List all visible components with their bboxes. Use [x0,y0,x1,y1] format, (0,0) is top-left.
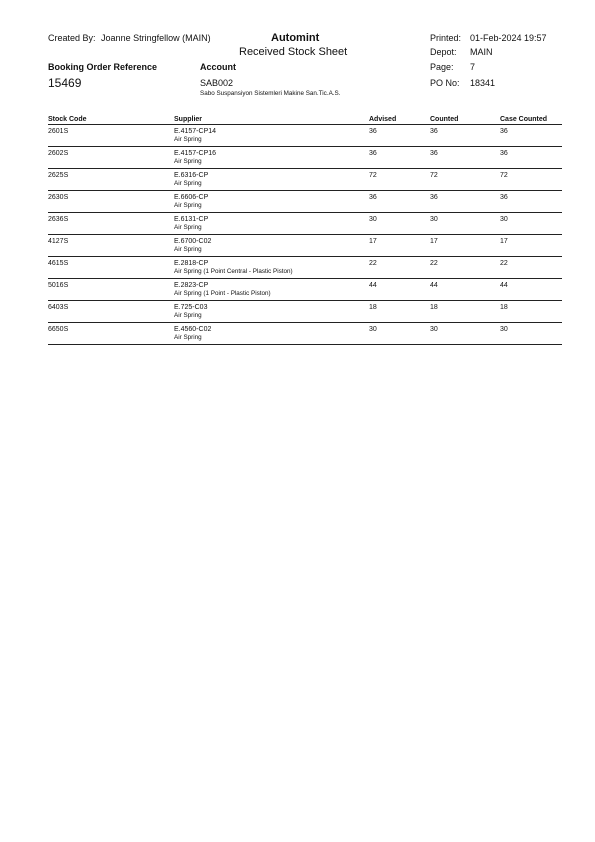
supplier-code: E.4560-C02 [174,326,212,333]
item-description: Air Spring [174,312,202,319]
stock-code-cell: 2625S [48,169,174,191]
table-row [48,169,562,191]
item-description: Air Spring (1 Point - Plastic Piston) [174,290,271,297]
case-counted-cell: 36 [500,191,562,213]
counted-cell: 36 [430,125,500,147]
case-counted-cell: 18 [500,301,562,323]
case-counted-cell: 17 [500,235,562,257]
table-row [48,147,562,169]
supplier-code: E.725-C03 [174,304,208,311]
supplier-cell [174,169,369,191]
item-description: Air Spring [174,224,202,231]
item-description: Air Spring [174,334,202,341]
stock-code-cell: 6650S [48,323,174,345]
table-row [48,257,562,279]
stock-table [48,114,562,345]
item-description: Air Spring [174,136,202,143]
case-counted-cell: 30 [500,323,562,345]
account-label: Account [200,62,236,72]
table-row [48,191,562,213]
stock-code-cell: 2630S [48,191,174,213]
advised-cell: 44 [369,279,430,301]
table-row [48,301,562,323]
advised-cell: 36 [369,125,430,147]
item-description: Air Spring [174,246,202,253]
table-row [48,125,562,147]
supplier-cell [174,213,369,235]
case-counted-cell: 36 [500,125,562,147]
item-description: Air Spring (1 Point Central - Plastic Piston) [174,268,293,275]
stock-code-cell: 5016S [48,279,174,301]
advised-cell: 36 [369,147,430,169]
account-code: SAB002 [200,78,234,88]
booking-ref-label: Booking Order Reference [48,62,158,72]
advised-cell: 72 [369,169,430,191]
counted-cell: 22 [430,257,500,279]
advised-cell: 30 [369,213,430,235]
supplier-code: E.2818-CP [174,260,209,267]
item-description: Air Spring [174,180,202,187]
case-counted-cell: 36 [500,147,562,169]
stock-code-cell: 2636S [48,213,174,235]
supplier-code: E.2823-CP [174,282,209,289]
stock-code-cell: 4615S [48,257,174,279]
po-label: PO No: [430,78,460,88]
supplier-cell [174,235,369,257]
supplier-cell [174,125,369,147]
stock-code-cell: 2601S [48,125,174,147]
company-name: Automint [271,32,320,44]
table-row [48,323,562,345]
account-name: Sabo Suspansiyon Sistemleri Makine San.Tic.A.S. [200,90,341,97]
supplier-code: E.6606-CP [174,194,209,201]
po-value: 18341 [470,78,496,88]
advised-cell: 17 [369,235,430,257]
supplier-code: E.6316-CP [174,172,209,179]
printed-value: 01-Feb-2024 19:57 [470,33,547,43]
col-supplier: Supplier [174,114,369,125]
depot-label: Depot: [430,47,457,57]
created-by-label: Created By: [48,33,96,43]
advised-cell: 18 [369,301,430,323]
page-number-label: Page: [430,62,454,72]
advised-cell: 30 [369,323,430,345]
counted-cell: 18 [430,301,500,323]
col-counted: Counted [430,114,500,125]
printed-label: Printed: [430,33,462,43]
created-by-value: Joanne Stringfellow (MAIN) [101,33,211,43]
supplier-cell [174,257,369,279]
page-title: Received Stock Sheet [239,46,348,58]
stock-code-cell: 4127S [48,235,174,257]
advised-cell: 36 [369,191,430,213]
table-row [48,279,562,301]
counted-cell: 36 [430,191,500,213]
booking-ref-value: 15469 [48,76,82,90]
table-header-row [48,114,562,125]
case-counted-cell: 22 [500,257,562,279]
supplier-code: E.6131-CP [174,216,209,223]
supplier-cell [174,147,369,169]
supplier-code: E.4157-CP14 [174,128,217,135]
counted-cell: 44 [430,279,500,301]
table-row [48,213,562,235]
supplier-cell [174,323,369,345]
item-description: Air Spring [174,158,202,165]
counted-cell: 30 [430,213,500,235]
table-row [48,235,562,257]
counted-cell: 36 [430,147,500,169]
created-by [48,33,211,43]
advised-cell: 22 [369,257,430,279]
stock-code-cell: 2602S [48,147,174,169]
case-counted-cell: 72 [500,169,562,191]
case-counted-cell: 44 [500,279,562,301]
supplier-cell [174,191,369,213]
col-advised: Advised [369,114,430,125]
counted-cell: 17 [430,235,500,257]
col-case-counted: Case Counted [500,114,562,125]
counted-cell: 72 [430,169,500,191]
case-counted-cell: 30 [500,213,562,235]
item-description: Air Spring [174,202,202,209]
supplier-cell [174,279,369,301]
supplier-code: E.6700-C02 [174,238,212,245]
depot-value: MAIN [470,47,493,57]
stock-code-cell: 6403S [48,301,174,323]
col-stock-code: Stock Code [48,114,174,125]
supplier-cell [174,301,369,323]
page-number-value: 7 [470,62,476,72]
counted-cell: 30 [430,323,500,345]
supplier-code: E.4157-CP16 [174,150,217,157]
